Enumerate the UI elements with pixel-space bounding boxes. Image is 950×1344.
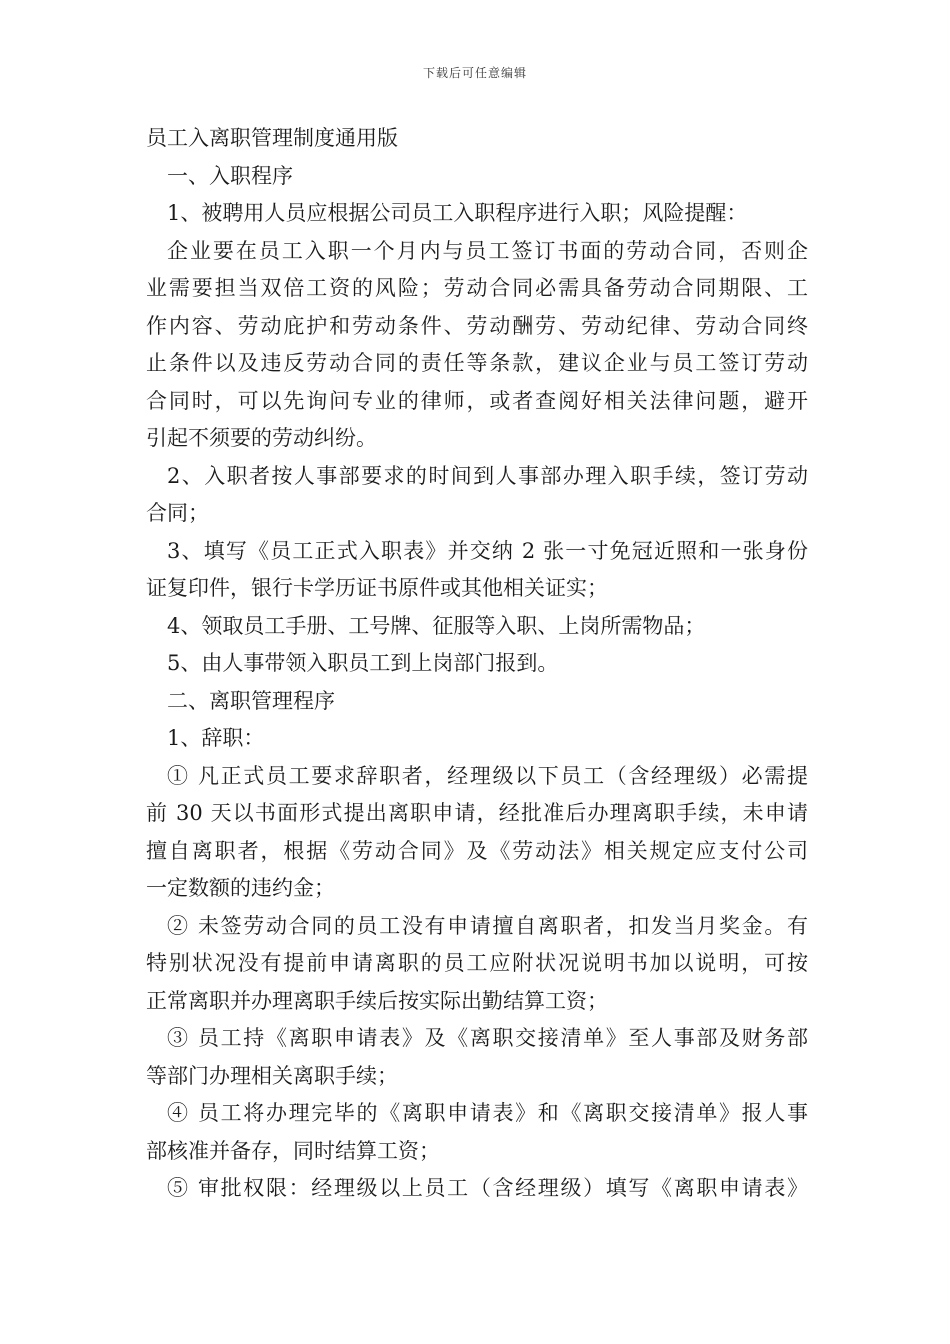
text-line: 合同； [146,501,209,525]
text-line: 证复印件，银行卡学历证书原件或其他相关证实； [146,576,608,600]
text-line: ② 未签劳动合同的员工没有申请擅自离职者，扣发当月奖金。有 [167,913,808,938]
document-title: 员工入离职管理制度通用版 [146,126,398,150]
text-line: 正常离职并办理离职手续后按实际出勤结算工资； [146,988,608,1013]
text-line: 作内容、劳动庇护和劳动条件、劳动酬劳、劳动纪律、劳动合同终 [146,313,808,338]
text-line: 一、入职程序 [167,163,293,188]
text-line: 合同时，可以先询问专业的律师，或者查阅好相关法律问题，避开 [146,388,808,413]
text-line: ③ 员工持《离职申请表》及《离职交接清单》至人事部及财务部 [167,1026,808,1050]
text-line: 特别状况没有提前申请离职的员工应附状况说明书加以说明，可按 [146,951,808,975]
text-line: 2、入职者按人事部要求的时间到人事部办理入职手续，签订劳动 [167,463,808,488]
page-header: 下载后可任意编辑 [422,66,527,80]
text-line: 5、由人事带领入职员工到上岗部门报到。 [167,651,559,675]
text-line: ⑤ 审批权限：经理级以上员工（含经理级）填写《离职申请表》 [167,1176,808,1200]
text-line: 业需要担当双倍工资的风险；劳动合同必需具备劳动合同期限、工 [146,276,808,300]
text-line: 一定数额的违约金； [146,876,335,900]
text-line: 1、辞职： [167,726,265,750]
text-line: ④ 员工将办理完毕的《离职申请表》和《离职交接清单》报人事 [167,1101,808,1125]
document-body [146,120,808,1208]
text-line: 擅自离职者，根据《劳动合同》及《劳动法》相关规定应支付公司 [146,838,808,863]
text-line: 引起不须要的劳动纠纷。 [146,426,377,450]
text-line: 二、离职管理程序 [167,688,335,713]
text-line: 3、填写《员工正式入职表》并交纳 2 张一寸免冠近照和一张身份 [167,538,808,563]
text-line: 部核准并备存，同时结算工资； [146,1138,440,1163]
text-line: 前 30 天以书面形式提出离职申请，经批准后办理离职手续，未申请 [146,801,808,825]
text-line: 1、被聘用人员应根据公司员工入职程序进行入职；风险提醒： [167,201,748,225]
text-line: 止条件以及违反劳动合同的责任等条款，建议企业与员工签订劳动 [146,351,808,375]
text-line: 企业要在员工入职一个月内与员工签订书面的劳动合同，否则企 [167,238,808,263]
text-line: 等部门办理相关离职手续； [146,1063,398,1088]
text-line: ① 凡正式员工要求辞职者，经理级以下员工（含经理级）必需提 [167,763,808,788]
text-line: 4、领取员工手册、工号牌、征服等入职、上岗所需物品； [167,613,706,638]
